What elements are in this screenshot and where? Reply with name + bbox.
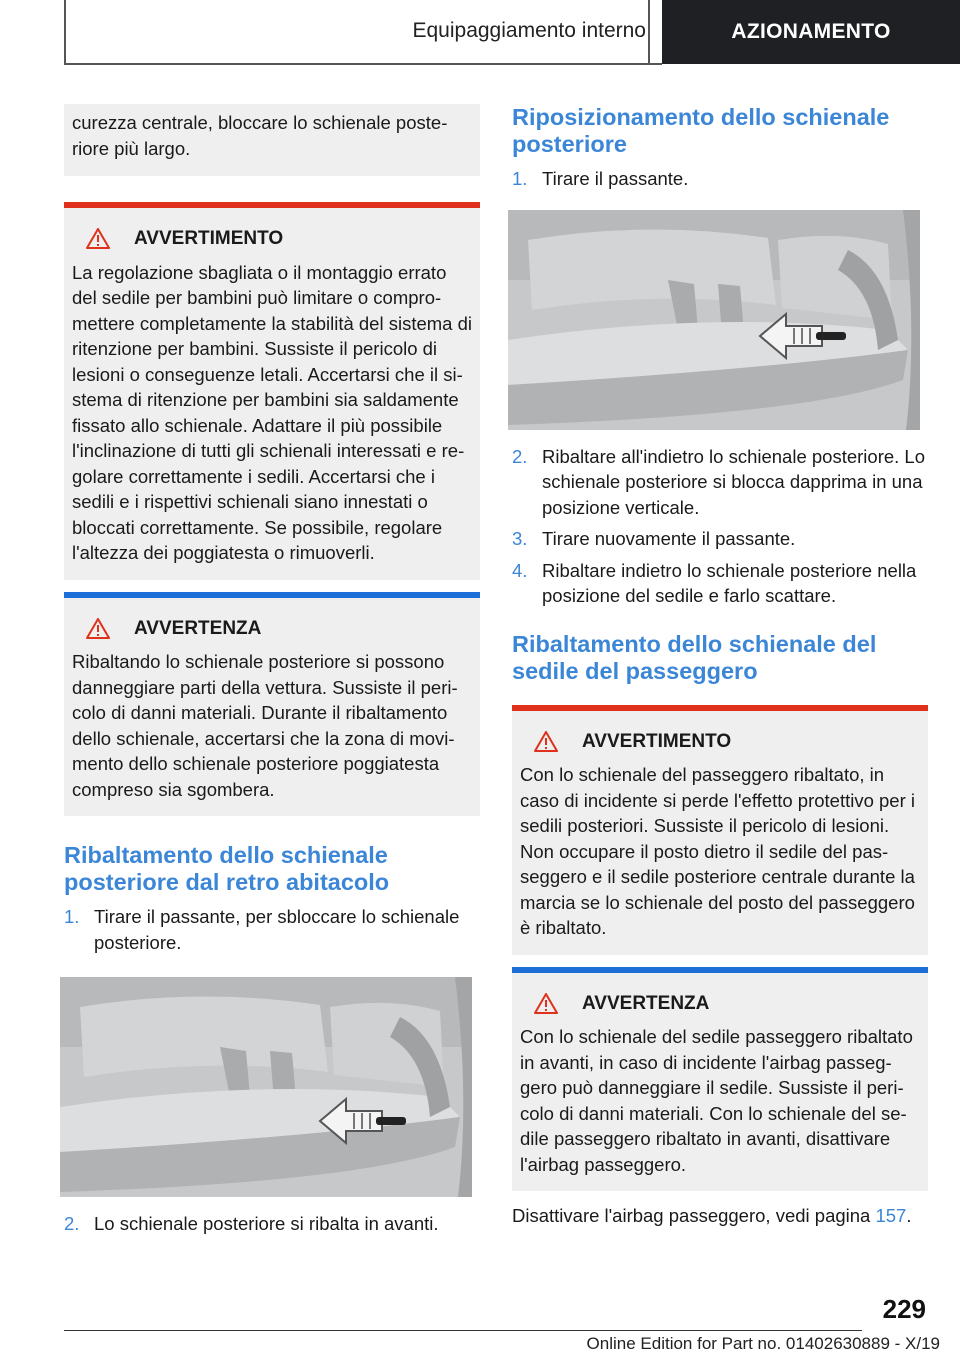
header-chapter-label: AZIONAMENTO <box>731 20 891 43</box>
seat-photo-right <box>508 210 920 430</box>
warning-title-text-2: AVVERTIMENTO <box>582 730 732 752</box>
steps-left-a <box>64 904 480 955</box>
rear-seat-illustration <box>508 210 920 430</box>
notice-text-2: Con lo schienale del sedile passeggero ribaltato in avanti, in caso di incidente l'airbag passeggero può danneggiare il sedile. Sussiste il pericolo di danni materiali. Con lo schienale del sedile passeggero ribaltato in avanti, disattivare l'airbag passeggero. <box>520 1026 913 1175</box>
warning-box-1 <box>64 202 480 580</box>
step-text: Ribaltare indietro lo schienale posteriore nella posizione del sedile e farlo scattare. <box>542 559 917 606</box>
notice-title-text-1: AVVERTENZA <box>134 617 262 639</box>
step-text: Tirare nuovamente il passante. <box>542 528 796 549</box>
right-column <box>512 104 928 1229</box>
header-section-label: Equipaggiamento interno <box>412 19 646 42</box>
rear-seat-illustration <box>60 977 472 1197</box>
airbag-reference-text: Disattivare l'airbag passeggero, vedi pagina <box>512 1205 876 1226</box>
step-number: 2. <box>512 445 528 467</box>
steps-right-a <box>512 166 928 192</box>
notice-triangle-icon <box>534 993 558 1014</box>
warning-text-1: La regolazione sbagliata o il montaggio errato del sedile per bambini può limitare o compromettere completamente la stabilità del sistema di ritenzione per bambini. Sussiste il pericolo di lesioni o conseguenze letali. Accertarsi che il sistema di ritenzione per bambini sia saldamente fissato allo schienale. Adattare il più possibile l'inclinazione di tutti gli schienali interessati e regolare correttamente i sedili. Accertarsi che i sedili e i rispettivi schienali siano innestati o bloccati correttamente. Se possibile, regolare l'altezza dei poggiatesta o rimuoverli. <box>72 261 472 563</box>
section-heading-left: Ribaltamento dello schienale posteriore dal retro abitacolo <box>64 842 390 895</box>
warning-title-text-1: AVVERTIMENTO <box>134 228 284 249</box>
warning-title-1 <box>72 226 472 252</box>
warning-box-2 <box>512 705 928 955</box>
seat-photo-left <box>60 977 472 1197</box>
step-number: 3. <box>512 528 528 549</box>
warning-triangle-icon <box>534 731 558 752</box>
page-number: 229 <box>882 1294 926 1324</box>
notice-triangle-icon <box>86 618 110 639</box>
notice-title-1 <box>72 616 472 642</box>
intro-text: curezza centrale, bloccare lo schienale posteriore più largo. <box>72 112 448 159</box>
step-number: 1. <box>512 168 528 189</box>
page-link-157[interactable]: 157 <box>875 1205 907 1226</box>
footer-rule <box>64 1330 862 1331</box>
step-item <box>64 1211 480 1237</box>
step-item <box>64 904 480 955</box>
step-item <box>512 558 928 609</box>
section-heading-right-2: Ribaltamento dello schienale del sedile del passeggero <box>512 630 877 684</box>
step-text: Tirare il passante. <box>542 168 689 189</box>
step-text: Tirare il passante, per sbloccare lo schienale posteriore. <box>94 906 460 953</box>
step-text: Lo schienale posteriore si ribalta in avanti. <box>94 1213 439 1234</box>
intro-box <box>64 104 480 176</box>
step-number: 2. <box>64 1213 80 1234</box>
notice-box-2 <box>512 967 928 1192</box>
step-item <box>512 166 928 192</box>
warning-title-2 <box>520 729 920 755</box>
notice-title-2 <box>520 991 920 1017</box>
section-heading-right-1: Riposizionamento dello schienale posteriore <box>512 104 890 157</box>
notice-box-1 <box>64 592 480 817</box>
step-text: Ribaltare all'indietro lo schienale posteriore. Lo schienale posteriore si blocca dapprima in una posizione verticale. <box>542 445 925 518</box>
header-rule-bottom <box>64 63 662 65</box>
airbag-reference <box>512 1203 928 1229</box>
step-item <box>512 444 928 521</box>
step-number: 4. <box>512 559 528 581</box>
warning-text-2: Con lo schienale del passeggero ribaltato, in caso di incidente si perde l'effetto protettivo per i sedili posteriori. Sussiste il pericolo di lesioni. Non occupare il posto dietro il sedile del passeggero e il sedile posteriore centrale durante la marcia se lo schienale del posto del passeggero è ribaltato. <box>520 764 916 938</box>
notice-title-text-2: AVVERTENZA <box>582 992 710 1014</box>
step-item <box>512 526 928 552</box>
header-divider <box>648 0 650 64</box>
notice-text-1: Ribaltando lo schienale posteriore si possono danneggiare parti della vettura. Sussiste il pericolo di danni materiali. Durante il ribaltamento dello schienale, accertarsi che la zona di movimento dello schienale posteriore poggiatesta compreso sia sgombera. <box>72 651 458 800</box>
header-chapter-tab <box>662 0 960 64</box>
step-number: 1. <box>64 906 80 927</box>
steps-left-b <box>64 1211 480 1237</box>
warning-triangle-icon <box>86 228 110 249</box>
steps-right-b <box>512 444 928 609</box>
left-column <box>64 104 480 1237</box>
footer-edition: Online Edition for Part no. 01402630889 - X/19 <box>586 1334 940 1353</box>
airbag-reference-dot: . <box>906 1205 912 1226</box>
header-section-title <box>66 0 646 62</box>
